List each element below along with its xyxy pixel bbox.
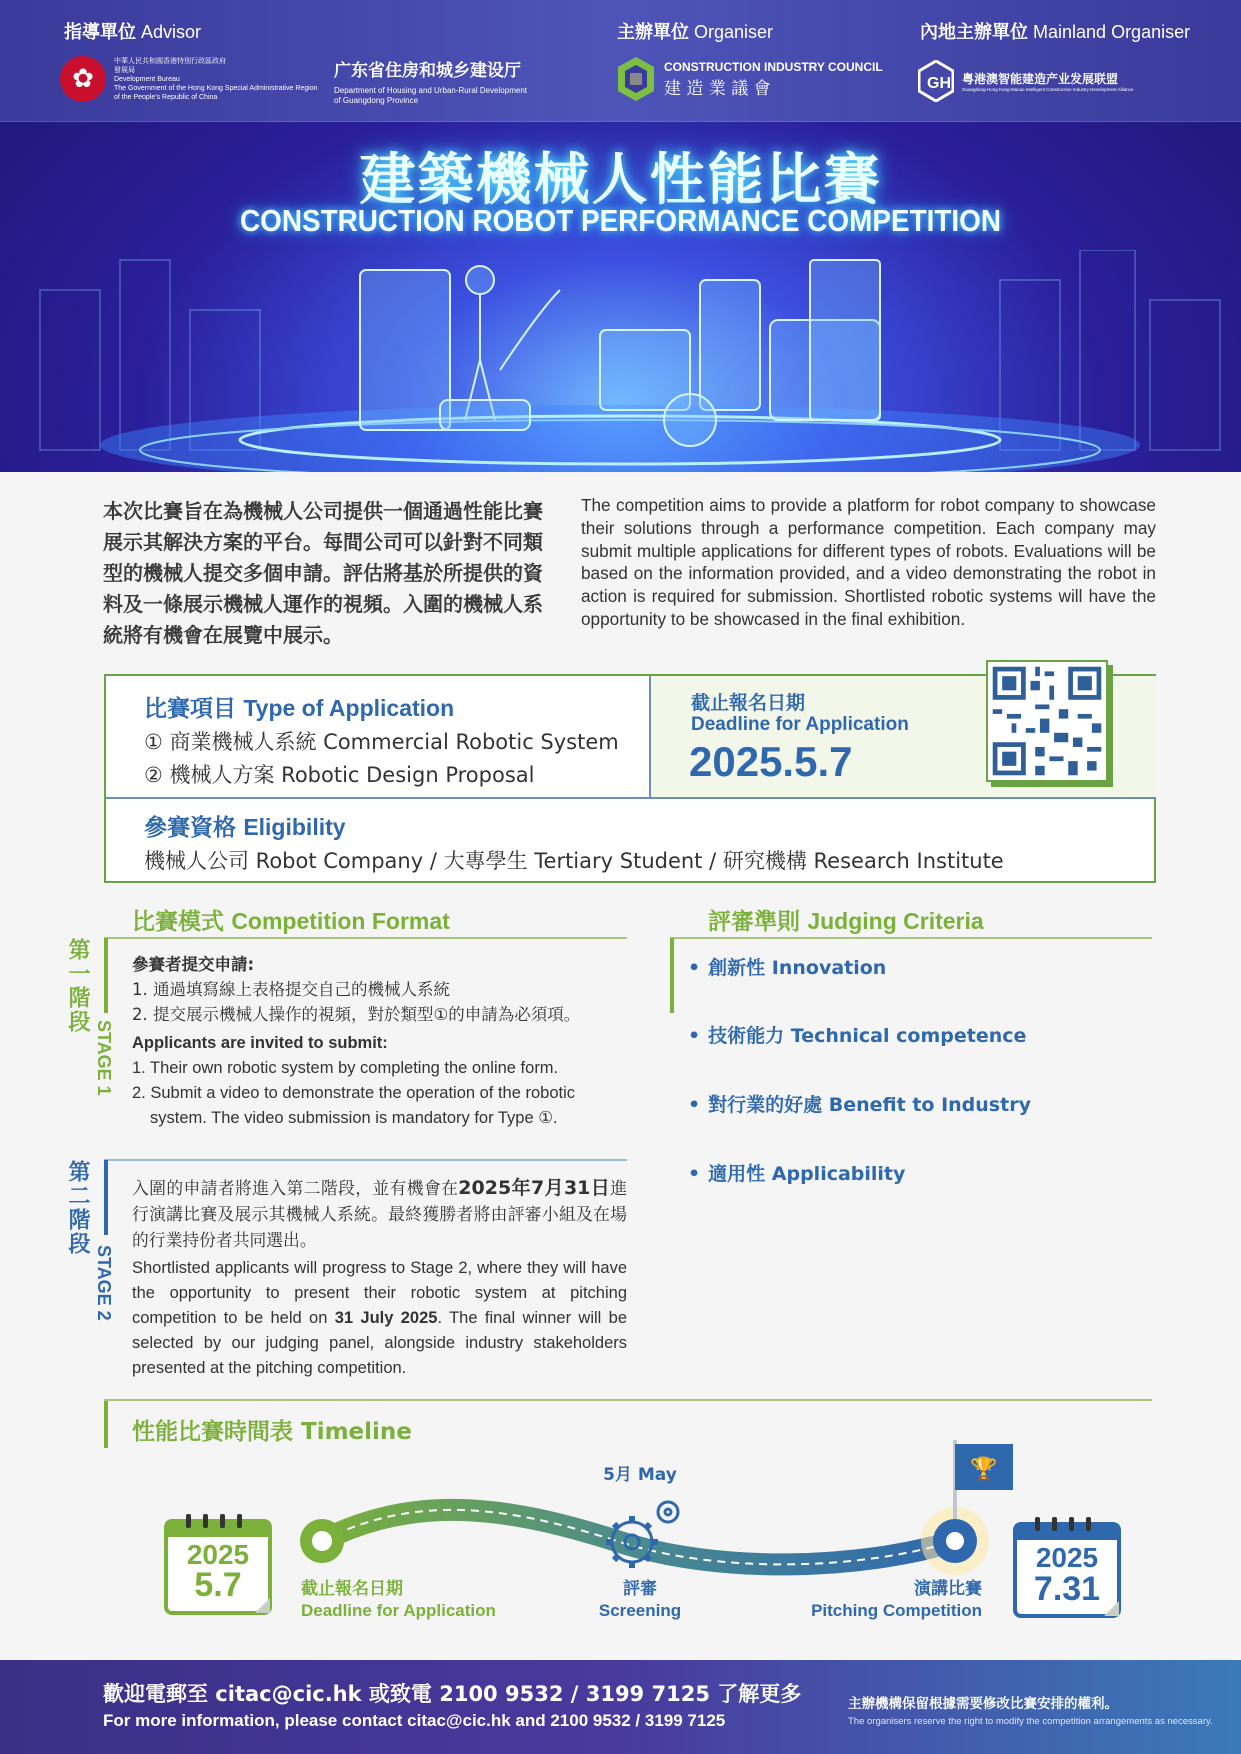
- guangdong-name-en: of Guangdong Province: [334, 96, 419, 105]
- gba-alliance-logo: [918, 60, 1133, 102]
- stage2-text: 入圍的申請者將進入第二階段，並有機會在2025年7月31日進行演講比賽及展示其機械人系統。最終獲勝者將由評審小組及在場的行業持份者共同選出。 Shortlisted applicants will progress to Stage 2, where they will have the opportunity to present their robotic system at pitching competition to be held on 31 July 2025. The final winner will be selected by our judging panel, alongside industry stakeholders presented at the pitching competition.: [132, 1177, 627, 1377]
- stage1-label-en: STAGE 1: [94, 1020, 114, 1096]
- stage2-label-en: STAGE 2: [94, 1245, 114, 1321]
- footer-rights-en: The organisers reserve the right to modify the competition arrangements as necessary.: [848, 1716, 1213, 1727]
- eligibility-text: 機械人公司 Robot Company / 大專學生 Tertiary Student / 研究機構 Research Institute: [144, 849, 1004, 873]
- footer: [0, 1660, 1241, 1754]
- guangdong-name: 广东省住房和城乡建设厅: [334, 61, 521, 81]
- deadline-date: 2025.5.7: [689, 738, 853, 785]
- title-cn: 建築機械人性能比賽: [359, 148, 882, 213]
- judging-bar: [670, 938, 674, 1013]
- intro-en: The competition aims to provide a platform for robot company to showcase their solutions through a performance competition. Each company may submit multiple applications for different types of robots. Evaluations will be based on the information provided, and a video demonstrating the robot in action is required for submission. Shortlisted robotic systems will have the opportunity to be showcased in the final exhibition.: [581, 495, 1156, 629]
- calendar1-date: 5.7: [194, 1566, 242, 1604]
- hksar-emblem-icon: ✿: [60, 56, 106, 102]
- devbureau-text: 發展局: [114, 66, 135, 74]
- gba-name-cn: 粤港澳智能建造产业发展联盟: [962, 72, 1119, 86]
- svg-text:🏆: 🏆: [970, 1457, 998, 1482]
- devbureau-text: of the People's Republic of China: [114, 93, 218, 101]
- judging-criteria-title: 評審準則 Judging Criteria: [708, 908, 984, 935]
- deadline-label-cn: 截止報名日期: [691, 692, 806, 714]
- divider: [670, 937, 1152, 939]
- calendar2-date: 7.31: [1033, 1570, 1101, 1608]
- competition-format-title: 比賽模式 Competition Format: [132, 908, 450, 935]
- eligibility-title: 參賽資格 Eligibility: [144, 814, 346, 841]
- cic-name-cn: 建 造 業 議 會: [664, 78, 771, 99]
- qr-code-icon: [988, 662, 1106, 780]
- gh-mark-icon: [918, 60, 954, 102]
- mainland-organiser-label: 內地主辦單位 Mainland Organiser: [920, 22, 1191, 42]
- stage2-label-cn: 第二階段: [65, 1160, 90, 1256]
- stage2-bar: [104, 1160, 108, 1235]
- title-en: CONSTRUCTION ROBOT PERFORMANCE COMPETITION: [239, 203, 1002, 238]
- advisor-label: 指導單位 Advisor: [64, 22, 202, 42]
- judging-item: • 對行業的好處 Benefit to Industry: [688, 1090, 1031, 1117]
- timeline-step-deadline: 截止報名日期 Deadline for Application: [301, 1579, 496, 1620]
- devbureau-text: 中華人民共和國香港特別行政區政府: [114, 57, 226, 65]
- intro-cn: 本次比賽旨在為機械人公司提供一個通過性能比賽展示其解決方案的平台。每間公司可以針對不同類型的機械人提交多個申請。評估將基於所提供的資料及一條展示機械人運作的視頻。入圍的機械人系統將有機會在展覽中展示。: [103, 499, 543, 647]
- footer-contact-cn: 歡迎電郵至 citac@cic.hk 或致電 2100 9532 / 3199 7125 了解更多: [103, 1682, 802, 1706]
- devbureau-text: Development Bureau: [114, 75, 180, 83]
- type-of-application-title: 比賽項目 Type of Application: [144, 695, 455, 722]
- divider: [104, 1399, 1152, 1401]
- footer-contact-en: For more information, please contact citac@cic.hk and 2100 9532 / 3199 7125: [103, 1711, 726, 1730]
- guangdong-dept-logo: [334, 56, 527, 106]
- judging-item: • 創新性 Innovation: [688, 953, 886, 980]
- devbureau-text: The Government of the Hong Kong Special Administrative Region: [114, 84, 318, 92]
- cic-name-en: CONSTRUCTION INDUSTRY COUNCIL: [664, 59, 883, 74]
- application-type-item: ② 機械人方案 Robotic Design Proposal: [144, 763, 535, 787]
- guangdong-name-en: Department of Housing and Urban-Rural Development: [334, 86, 527, 95]
- svg-text:GH: GH: [927, 75, 951, 92]
- calendar1-year: 2025: [186, 1539, 250, 1570]
- cic-logo: [616, 55, 883, 103]
- screening-month: 5月 May: [603, 1465, 677, 1485]
- deadline-label-en: Deadline for Application: [691, 714, 909, 735]
- timeline-title: 性能比賽時間表 Timeline: [132, 1419, 412, 1445]
- eligibility-box: [104, 797, 1156, 883]
- organiser-label: 主辦單位 Organiser: [617, 22, 774, 42]
- registration-qr-code[interactable]: [986, 660, 1108, 782]
- development-bureau-logo: [60, 56, 318, 102]
- cic-mark-icon: [616, 55, 656, 103]
- divider: [104, 937, 627, 939]
- stage1-bar: [104, 938, 108, 1013]
- judging-item: • 技術能力 Technical competence: [688, 1021, 1026, 1048]
- timeline-step-pitching: 演講比賽 Pitching Competition: [811, 1579, 982, 1620]
- gba-name-en: Guangdong-Hong Kong-Macao Intelligent Construction Industry Development Alliance: [962, 87, 1134, 92]
- stage1-label-cn: 第一階段: [65, 938, 90, 1034]
- robots-illustration: [0, 250, 1241, 472]
- stage1-text: 參賽者提交申請: 1. 通過填寫線上表格提交自己的機械人系統 2. 提交展示機械人操作的視頻，對於類型①的申請為必須項。 Applicants are invited to submit: 1. Their own robotic system by completing the online form. 2. Submit a video to demonstrate the operation of the robotic system. The video submission is mandatory for Type ①.: [132, 955, 581, 1127]
- calendar2-year: 2025: [1035, 1542, 1099, 1573]
- hero-banner: [0, 0, 1241, 472]
- divider: [104, 1159, 627, 1161]
- timeline-step-screening: 評審 Screening: [598, 1579, 682, 1620]
- application-type-item: ① 商業機械人系統 Commercial Robotic System: [144, 730, 619, 754]
- footer-rights-cn: 主辦機構保留根據需要修改比賽安排的權利。: [848, 1696, 1118, 1712]
- judging-item: • 適用性 Applicability: [688, 1159, 905, 1186]
